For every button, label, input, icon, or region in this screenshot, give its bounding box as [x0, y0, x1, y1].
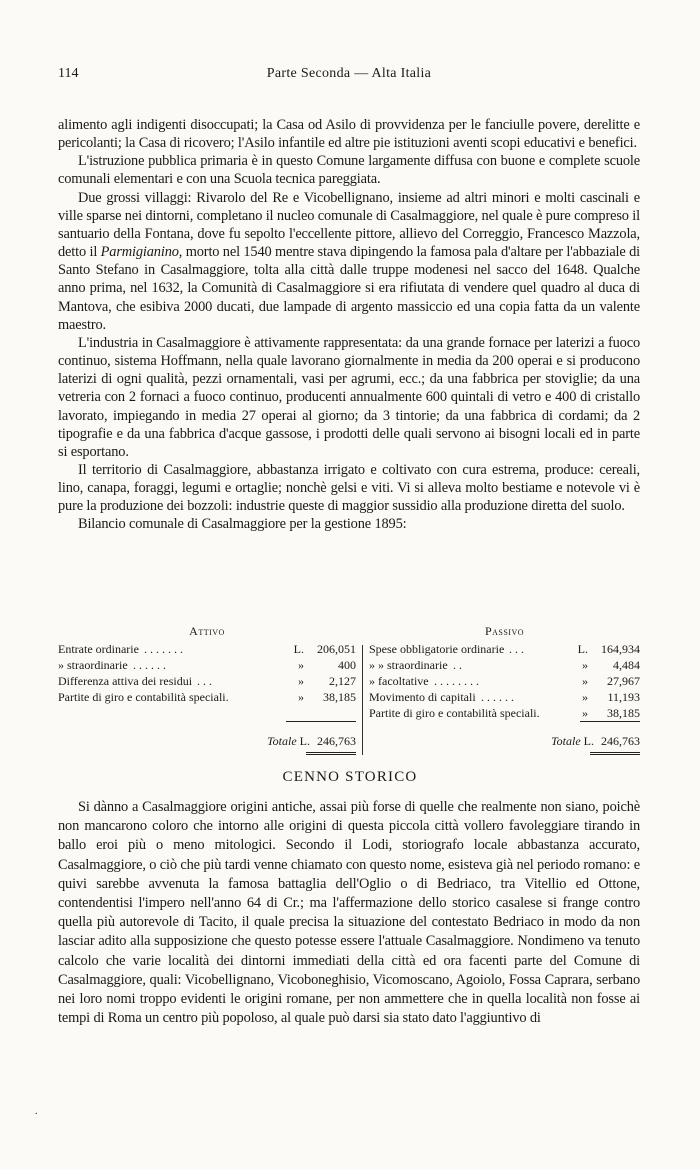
attivo-row-label: Entrate ordinarie — [58, 642, 139, 656]
paragraph-budget-intro: Bilancio comunale di Casalmaggiore per la gestione 1895: — [78, 516, 407, 533]
passivo-row-dots: . . . — [509, 642, 524, 656]
paragraph-villages-cont: morto nel 1540 mentre stava dipingendo la famosa pala d'altare per l'abbaziale di Santo Stefano in Casalmaggiore, tolta alla città dalle truppe modenesi nel sacco del 1648. Qualche anno prima, nel 1632, la Comunità di Casalmaggiore si era rifiutata di vendere quel quadro al duca di Mantova, che esibiva 2000 ducati, due lampade di argento massiccio ed una copia fatta da un valente maestro. — [58, 244, 640, 333]
attivo-row — [58, 689, 356, 705]
passivo-row-amount: 11,193 — [607, 690, 640, 704]
passivo-row — [369, 657, 640, 673]
passivo-row-label: Movimento di capitali — [369, 690, 476, 704]
attivo-row-label: Differenza attiva dei residui — [58, 674, 193, 688]
attivo-total — [267, 733, 356, 749]
passivo-row-dots: . . — [453, 658, 462, 672]
passivo-total-cur: L. — [583, 734, 594, 748]
attivo-row-amount: 206,051 — [317, 642, 356, 656]
attivo-row-amount: 38,185 — [323, 690, 356, 704]
passivo-row-label: » facoltative — [369, 674, 429, 688]
attivo-row-amount: 2,127 — [329, 674, 356, 688]
attivo-row-currency: » — [298, 658, 304, 672]
attivo-double-rule-2 — [306, 754, 356, 755]
margin-mark: . — [35, 1106, 38, 1117]
attivo-row-amount: 400 — [338, 658, 356, 672]
paragraph-villages-text: Due grossi villaggi: Rivarolo del Re e Vicobellignano, insieme ad altri minori e molti cascinali e ville sparse nei dintorni, completano il nucleo comunale di Casalmaggiore, nel quale è pure compreso il santuario della Fontana, dove fu sepolto l'eccellente pittore, allievo del Correggio, Francesco Mazzola, detto il — [58, 189, 640, 261]
passivo-total-amount: 246,763 — [601, 734, 640, 748]
running-title: Parte Seconda — Alta Italia — [266, 66, 432, 81]
passivo-total-label: Totale — [551, 734, 581, 748]
passivo-row-amount: 164,934 — [601, 642, 640, 656]
passivo-double-rule-2 — [590, 754, 640, 755]
attivo-row-label: Partite di giro e contabilità speciali. — [58, 690, 229, 704]
passivo-row-amount: 4,484 — [613, 658, 640, 672]
attivo-row — [58, 657, 356, 673]
page-number: 114 — [58, 66, 79, 81]
passivo-sum-rule — [580, 721, 640, 722]
passivo-double-rule-1 — [590, 752, 640, 753]
paragraph-history: Si dànno a Casalmaggiore origini antiche, assai più forse di quelle che realmente non siano, poichè non mancarono coloro che intorno alle origini di questa piccola città vollero favoleggiare tirando in ballo eroi più o meno mitologici. Secondo il Lodi, storiografo locale abbastanza accurato, Casalmaggiore, o ciò che più tardi venne chiamato con questo nome, esisteva già nel periodo romano: e quivi sarebbe avvenuta la famosa battaglia dell'Oglio o di Bedriaco, tra Vitellio ed Ottone, contendentisi l'impero nell'anno 64 di Cr.; ma l'affermazione dello storico casalese si frange contro quella più autorevole di Tacito, il quale precisa la situazione del contestato Bedriaco in modo da non lasciar adito alla supposizione che questo potesse essere l'attuale Casalmaggiore. Nondimeno va tenuto calcolo che varie località dei dintorni immediati della città ed ora facenti parte del Comune di Casalmaggiore, quali: Vicobellignano, Vicoboneghisio, Vicomoscano, Agoiolo, Fossa Caprara, serbano nei loro nomi troppo evidenti le origini romane, per non ammettere che in quella località non fosse ai tempi di Roma un centro più popoloso, al quale può darsi sia stato dato l'aggiuntivo di — [58, 799, 640, 1027]
attivo-total-cur: L. — [299, 734, 310, 748]
attivo-row — [58, 673, 356, 689]
attivo-row-currency: » — [298, 674, 304, 688]
attivo-double-rule-1 — [306, 752, 356, 753]
attivo-row-dots: . . . . . . — [133, 658, 166, 672]
passivo-row-currency: » — [582, 690, 588, 704]
passivo-row-label: Spese obbligatorie ordinarie — [369, 642, 505, 656]
passivo-total — [551, 733, 640, 749]
history-text — [58, 798, 640, 1028]
attivo-row-currency: L. — [293, 642, 304, 656]
passivo-rows — [369, 641, 640, 721]
passivo-row-currency: » — [582, 658, 588, 672]
attivo-row-dots: . . . . . . . — [144, 642, 183, 656]
attivo-total-label: Totale — [267, 734, 297, 748]
paragraph-villages — [58, 189, 640, 334]
attivo-sum-rule — [286, 721, 356, 722]
attivo-row-label: » straordinarie — [58, 658, 128, 672]
section-title: CENNO STORICO — [282, 769, 418, 785]
paragraph-industry: L'industria in Casalmaggiore è attivamente rappresentata: da una grande fornace per laterizi a fuoco continuo, sistema Hoffmann, nella quale lavorano giornalmente in media da 200 operai e si producono laterizi di ogni qualità, pezzi ornamentali, vasi per agrumi, ecc.; da una fabbrica per stoviglie; da una vetreria con 2 fornaci a fuoco continuo, producenti annualmente 600 quintali di vetro e 400 di cristallo lavorato, impiegando in media 27 operai al giorno; da 3 tintorie; da una fabbrica di cordami; da 2 tipografie e da una fabbrica d'acque gassose, i prodotti delle quali servono ai bisogni locali ed in parte si esportano. — [58, 334, 640, 460]
paragraph-territory: Il territorio di Casalmaggiore, abbastanza irrigato e coltivato con cura estrema, produce: cereali, lino, canapa, foraggi, legumi e ortaglie; nonchè gelsi e viti. Vi si alleva molto bestiame e notevole vi è pure la produzione dei bozzoli: industrie queste di maggior sussidio alla produzione diretta del suolo. — [58, 461, 640, 515]
parmigianino-name: Parmigianino, — [100, 244, 183, 261]
passivo-row — [369, 705, 640, 721]
passivo-heading: Passivo — [484, 624, 525, 638]
column-divider — [362, 645, 363, 755]
attivo-row-currency: » — [298, 690, 304, 704]
attivo-rows — [58, 641, 356, 705]
passivo-row-label: » » straordinarie — [369, 658, 448, 672]
attivo-row — [58, 641, 356, 657]
attivo-total-amount: 246,763 — [317, 734, 356, 748]
page-header — [58, 66, 640, 86]
passivo-row-currency: » — [582, 706, 588, 720]
passivo-row — [369, 641, 640, 657]
passivo-row-dots: . . . . . . . . — [434, 674, 479, 688]
attivo-row-dots: . . . — [197, 674, 212, 688]
attivo-column — [58, 623, 356, 705]
attivo-heading: Attivo — [189, 624, 225, 638]
paragraph-education: L'istruzione pubblica primaria è in questo Comune largamente diffusa con buone e complete scuole comunali elementari e con una Scuola tecnica pareggiata. — [58, 153, 640, 188]
passivo-row-dots: . . . . . . — [481, 690, 514, 704]
passivo-row-currency: » — [582, 674, 588, 688]
paragraph-charity: alimento agli indigenti disoccupati; la Casa od Asilo di provvidenza per le fanciulle povere, derelitte e pericolanti; la Casa di ricovero; l'Asilo infantile ed altre pie istituzioni aventi scopi educativi e benefici. — [58, 117, 640, 152]
body-text — [58, 116, 640, 534]
passivo-row — [369, 689, 640, 705]
passivo-row-amount: 38,185 — [607, 706, 640, 720]
passivo-row-amount: 27,967 — [607, 674, 640, 688]
passivo-row-label: Partite di giro e contabilità speciali. — [369, 706, 540, 720]
passivo-column — [369, 623, 640, 721]
passivo-row-currency: L. — [577, 642, 588, 656]
passivo-row — [369, 673, 640, 689]
